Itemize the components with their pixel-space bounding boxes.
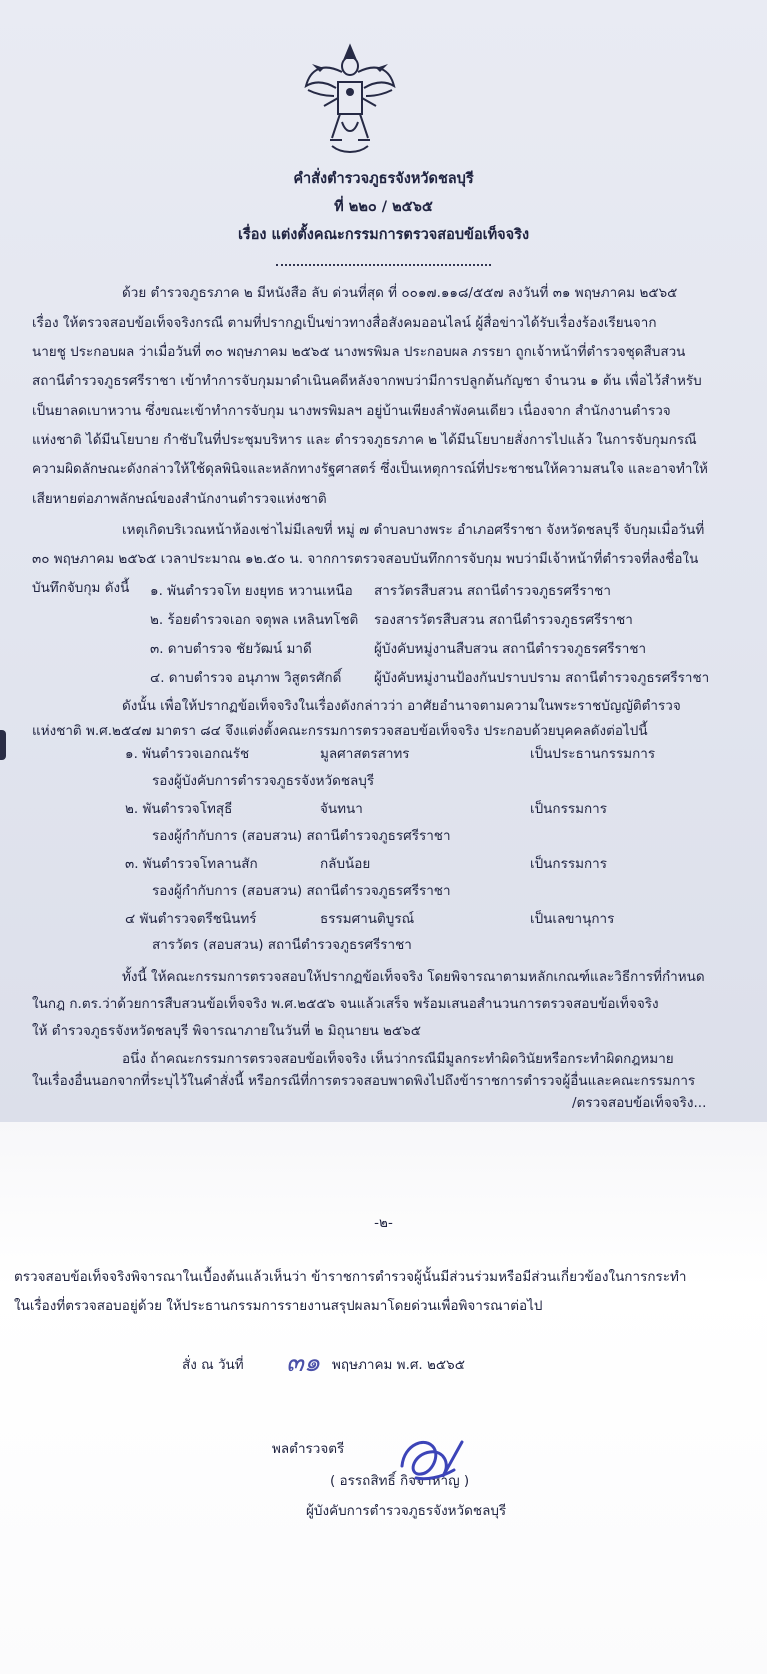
arrester-role: สารวัตรสืบสวน สถานีตำรวจภูธรศรีราชา [374,583,611,599]
para2-line: เหตุเกิดบริเวณหน้าห้องเช่าไม่มีเลขที่ หมู่ ๗ ตำบลบางพระ อำเภอศรีราชา จังหวัดชลบุรี จับกุมเมื่อวันที่ [122,522,705,538]
order-day: ๓๑ [286,1348,321,1378]
para1-line: สถานีตำรวจภูธรศรีราชา เข้าทำการจับกุมมาดำเนินคดีหลังจากพบว่ามีการปลูกต้นกัญชา จำนวน ๑ ต้น เพื่อไว้สำหรับ [32,373,702,389]
arrester-role: ผู้บังคับหมู่งานป้องกันปราบปราม สถานีตำรวจภูธรศรีราชา [374,670,710,686]
committee-surname: มูลศาสตรสาทร [320,746,410,762]
page2-para-line: ในเรื่องที่ตรวจสอบอยู่ด้วย ให้ประธานกรรมการรายงานสรุปผลมาโดยด่วนเพื่อพิจารณาต่อไป [14,1298,543,1314]
arrester-name: ๒. ร้อยตำรวจเอก จตุพล เหลินทโชติ [150,612,359,628]
page-number: -๒- [374,1215,393,1231]
signer-rank: พลตำรวจตรี [272,1441,345,1457]
para1-line: เป็นยาลดเบาหวาน ซึ่งขณะเข้าทำการจับกุม นางพรพิมลฯ อยู่บ้านเพียงลำพังคนเดียว เนื่องจาก สำนักงานตำรวจ [32,403,671,419]
page2-para-line: ตรวจสอบข้อเท็จจริงพิจารณาในเบื้องต้นแล้วเห็นว่า ข้าราชการตำรวจผู้นั้นมีส่วนร่วมหรือมีส่วนเกี่ยวข้องในการกระทำ [14,1269,687,1285]
para1-line: เสียหายต่อภาพลักษณ์ของสำนักงานตำรวจแห่งชาติ [32,491,327,507]
order-number: ที่ ๒๒๐ / ๒๕๖๕ [334,199,433,215]
para1-line: ด้วย ตำรวจภูธรภาค ๒ มีหนังสือ ลับ ด่วนที่สุด ที่ ๐๐๑๗.๑๑๘/๕๕๗ ลงวันที่ ๓๑ พฤษภาคม ๒๕๖๕ [122,285,678,301]
document-page-2 [0,1122,767,1674]
para4-line: ในกฎ ก.ตร.ว่าด้วยการสืบสวนข้อเท็จจริง พ.ศ.๒๕๕๖ จนแล้วเสร็จ พร้อมเสนอสำนวนการตรวจสอบข้อเท็จจริง [32,996,659,1012]
signer-name: ( อรรถสิทธิ์ กิจจาหาญ ) [330,1473,470,1489]
committee-duty: เป็นเลขานุการ [530,911,615,927]
para1-line: นายชู ประกอบผล ว่าเมื่อวันที่ ๓๐ พฤษภาคม ๒๕๖๕ นางพรพิมล ประกอบผล ภรรยา ถูกเจ้าหน้าที่ตำรวจชุดสืบสวน [32,344,686,360]
arrester-name: ๓. ดาบตำรวจ ชัยวัฒน์ มาดี [150,641,312,657]
committee-duty: เป็นกรรมการ [530,856,607,872]
arrester-role: ผู้บังคับหมู่งานสืบสวน สถานีตำรวจภูธรศรีราชา [374,641,647,657]
para1-line: เรื่อง ให้ตรวจสอบข้อเท็จจริงกรณี ตามที่ปรากฏเป็นข่าวทางสื่อสังคมออนไลน์ ผู้สื่อข่าวได้รับเรื่องร้องเรียนจาก [32,315,657,331]
order-subject: เรื่อง แต่งตั้งคณะกรรมการตรวจสอบข้อเท็จจริง [237,227,530,243]
para2-line: บันทึกจับกุม ดังนี้ [32,580,130,596]
signer-position: ผู้บังคับการตำรวจภูธรจังหวัดชลบุรี [306,1503,507,1519]
para4-line: ทั้งนี้ ให้คณะกรรมการตรวจสอบให้ปรากฏข้อเท็จจริง โดยพิจารณาตามหลักเกณฑ์และวิธีการที่กำหนด [122,969,705,985]
page-edge-mark [0,730,6,760]
para2-line: ๓๐ พฤษภาคม ๒๕๖๕ เวลาประมาณ ๑๒.๕๐ น. จากการตรวจสอบบันทึกการจับกุม พบว่ามีเจ้าหน้าที่ตำรวจที่ลงชื่อใน [32,551,699,567]
arrester-name: ๑. พันตำรวจโท ยงยุทธ หวานเหนือ [150,583,353,599]
para5-line: ในเรื่องอื่นนอกจากที่ระบุไว้ในคำสั่งนี้ หรือกรณีที่การตรวจสอบพาดพิงไปถึงข้าราชการตำรวจผู้อื่นและคณะกรรมการ [32,1073,696,1089]
para1-line: แห่งชาติ ได้มีนโยบาย กำชับในที่ประชุมบริหาร และ ตำรวจภูธรภาค ๒ ได้มีนโยบายสั่งการไปแล้ว ในการจับกุมกรณี [32,432,697,448]
committee-duty: เป็นกรรมการ [530,801,607,817]
garuda-emblem-icon [302,42,398,158]
para4-line: ให้ ตำรวจภูธรจังหวัดชลบุรี พิจารณาภายในวันที่ ๒ มิถุนายน ๒๕๖๕ [32,1023,421,1039]
committee-position: สารวัตร (สอบสวน) สถานีตำรวจภูธรศรีราชา [152,937,412,953]
committee-position: รองผู้บังคับการตำรวจภูธรจังหวัดชลบุรี [152,773,375,789]
para3-line: ดังนั้น เพื่อให้ปรากฏข้อเท็จจริงในเรื่องดังกล่าวว่า อาศัยอำนาจตามความในพระราชบัญญัติตำรวจ [122,698,681,714]
committee-rank: ๒. พันตำรวจโทสุธี [125,801,233,817]
committee-rank: ๓. พันตำรวจโทลานสัก [125,856,258,872]
para3-line: แห่งชาติ พ.ศ.๒๕๔๗ มาตรา ๘๔ จึงแต่งตั้งคณะกรรมการตรวจสอบข้อเท็จจริง ประกอบด้วยบุคคลดังต่อไปนี้ [32,723,648,739]
committee-duty: เป็นประธานกรรมการ [530,746,656,762]
committee-position: รองผู้กำกับการ (สอบสวน) สถานีตำรวจภูธรศรีราชา [152,828,451,844]
separator [276,264,491,266]
para5-line: อนึ่ง ถ้าคณะกรรมการตรวจสอบข้อเท็จจริง เห็นว่ากรณีมีมูลกระทำผิดวินัยหรือกระทำผิดกฎหมาย [122,1051,674,1067]
committee-rank: ๔ พันตำรวจตรีชนินทร์ [125,911,257,927]
order-date-prefix: สั่ง ณ วันที่ [182,1357,244,1373]
para1-line: ความผิดลักษณะดังกล่าวให้ใช้ดุลพินิจและหลักทางรัฐศาสตร์ ซึ่งเป็นเหตุการณ์ที่ประชาชนให้ความสนใจ และอาจทำให้ [32,461,708,477]
arrester-name: ๔. ดาบตำรวจ อนุภาพ วิสูตรศักดิ์ [150,670,342,686]
committee-rank: ๑. พันตำรวจเอกณรัช [125,746,250,762]
committee-surname: ธรรมศานติบูรณ์ [320,911,415,927]
order-month-year: พฤษภาคม พ.ศ. ๒๕๖๕ [332,1357,465,1373]
committee-position: รองผู้กำกับการ (สอบสวน) สถานีตำรวจภูธรศรีราชา [152,883,451,899]
order-title: คำสั่งตำรวจภูธรจังหวัดชลบุรี [293,171,474,187]
continuation-note: /ตรวจสอบข้อเท็จจริง... [572,1095,707,1111]
committee-surname: กลับน้อย [320,856,371,872]
committee-surname: จันทนา [320,801,363,817]
signature-icon [392,1430,472,1490]
arrester-role: รองสารวัตรสืบสวน สถานีตำรวจภูธรศรีราชา [374,612,633,628]
